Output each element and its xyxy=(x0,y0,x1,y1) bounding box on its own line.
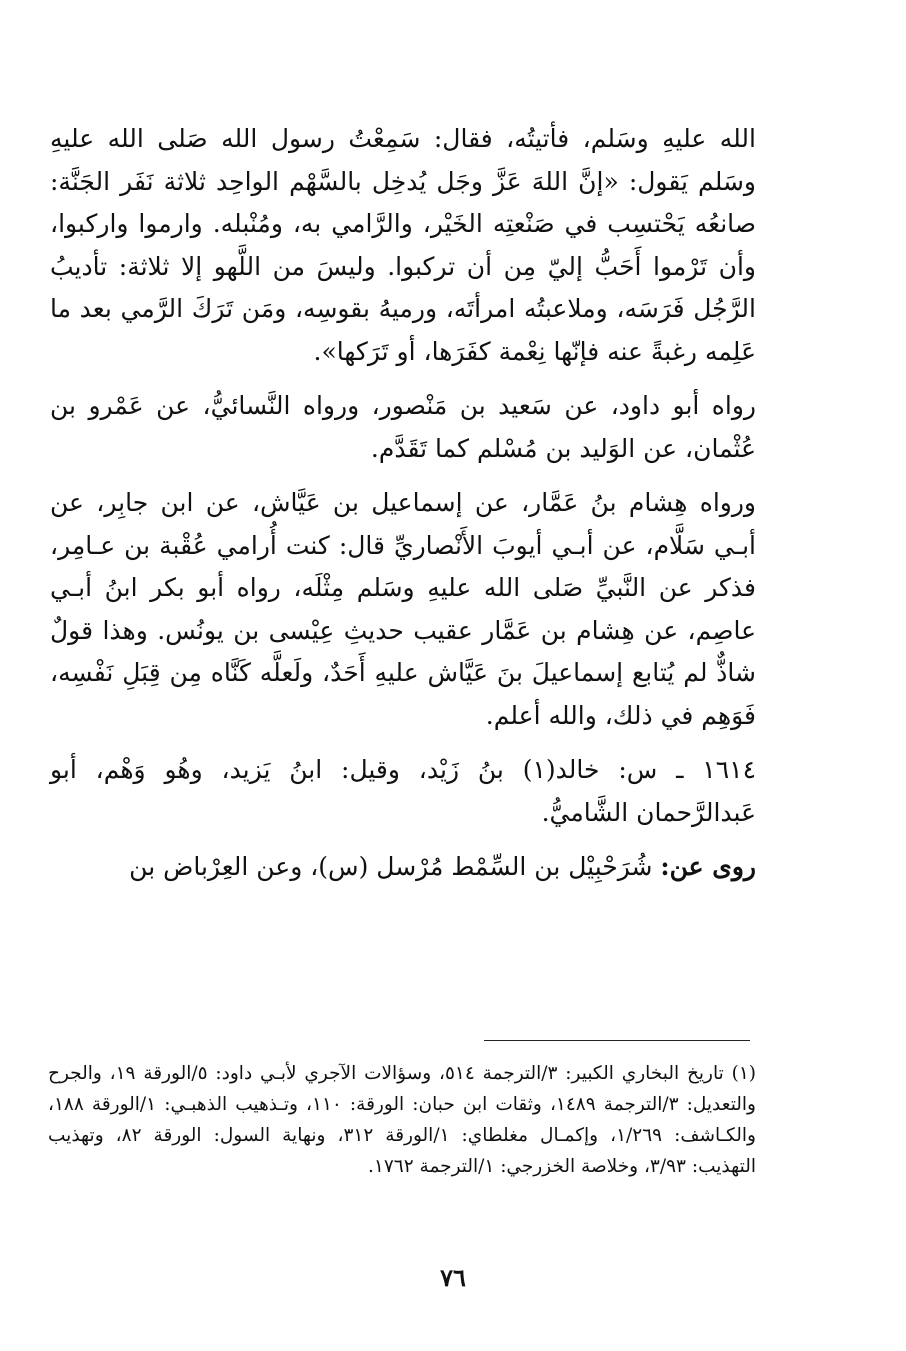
commentary-paragraph: ورواه هِشام بنُ عَمَّار، عن إسماعيل بن عَيَّاش، عن ابن جابِر، عن أبـي سَلَّام، عن أبـي أيوبَ الأَنْصاريِّ قال: كنت أُرامي عُقْبة بن عـامِر، فذكر عن النَّبيِّ صَلى الله عليهِ وسَلم مِثْلَه، رواه أبو بكر ابنُ أبـي عاصِم، عن هِشام بن عَمَّار عقيب حديثِ عِيْسى بن يونُس. وهذا قولٌ شاذٌّ لم يُتابع إسماعيلَ بنَ عَيَّاش عليهِ أَحَدٌ، ولَعلَّه كَنَّاه مِن قِبَلِ نَفْسِه، فَوَهِم في ذلك، والله أعلم. xyxy=(50,488,756,730)
narrated-from-line xyxy=(50,846,756,889)
paragraph-gap xyxy=(50,834,756,846)
footnote-divider xyxy=(484,1040,750,1041)
paragraph-gap xyxy=(50,373,756,385)
paragraph-gap xyxy=(50,470,756,482)
narrated-from-text: شُرَحْبِيْل بن السِّمْط مُرْسل (س)، وعن العِرْباض بن xyxy=(129,852,653,881)
narration-paragraph: رواه أبو داود، عن سَعيد بن مَنْصور، ورواه النَّسائيُّ، عن عَمْرو بن عُثْمان، عن الوَليد بن مُسْلم كما تَقَدَّم. xyxy=(50,391,756,463)
paragraph-gap xyxy=(50,737,756,749)
hadith-paragraph: الله عليهِ وسَلم، فأتيتُه، فقال: سَمِعْتُ رسول الله صَلى الله عليهِ وسَلم يَقول: «إنَّ اللهَ عَزَّ وجَل يُدخِل بالسَّهْم الواحِد ثلاثة نَفَر الجَنَّة: صانعُه يَحْتسِب في صَنْعتِه الخَيْر، والرَّامي به، ومُنْبله. وارموا وارکبوا، وأن تَرْموا أَحَبُّ إليّ مِن أن تركبوا. وليسَ من اللَّهو إلا ثلاثة: تأديبُ الرَّجُل فَرَسَه، وملاعبتُه امرأتَه، ورميهُ بقوسِه، ومَن تَرَكَ الرَّمي بعد ما عَلِمه رغبةً عنه فإنّها نِعْمة كفَرَها، أو تَرَكها». xyxy=(50,124,756,366)
footnotes xyxy=(48,1058,756,1182)
page-number: ٧٦ xyxy=(440,1263,466,1292)
narrated-from-label: روى عن: xyxy=(660,852,756,881)
footnote-1: (١) تاريخ البخاري الكبير: ٣/الترجمة ٥١٤، وسؤالات الآجري لأبـي داود: ٥/الورقة ١٩، والجرح والتعديل: ٣/الترجمة ١٤٨٩، وثقات ابن حبان: الورقة: ١١٠، وتـذهيب الذهبـي: ١/الورقة ١٨٨، والكـاشف: ١/٢٦٩، وإكمـال مغلطاي: ١/الورقة ٣١٢، ونهاية السول: الورقة ٨٢، وتهذيب التهذيب: ٣/٩٣، وخلاصة الخزرجي: ١/الترجمة ١٧٦٢. xyxy=(48,1063,756,1177)
biography-entry: ١٦١٤ ـ س: خالد(١) بنُ زَيْد، وقيل: ابنُ يَزيد، وهُو وَهْم، أبو عَبدالرَّحمان الشَّاميُّ. xyxy=(50,755,756,827)
main-text xyxy=(50,118,756,889)
